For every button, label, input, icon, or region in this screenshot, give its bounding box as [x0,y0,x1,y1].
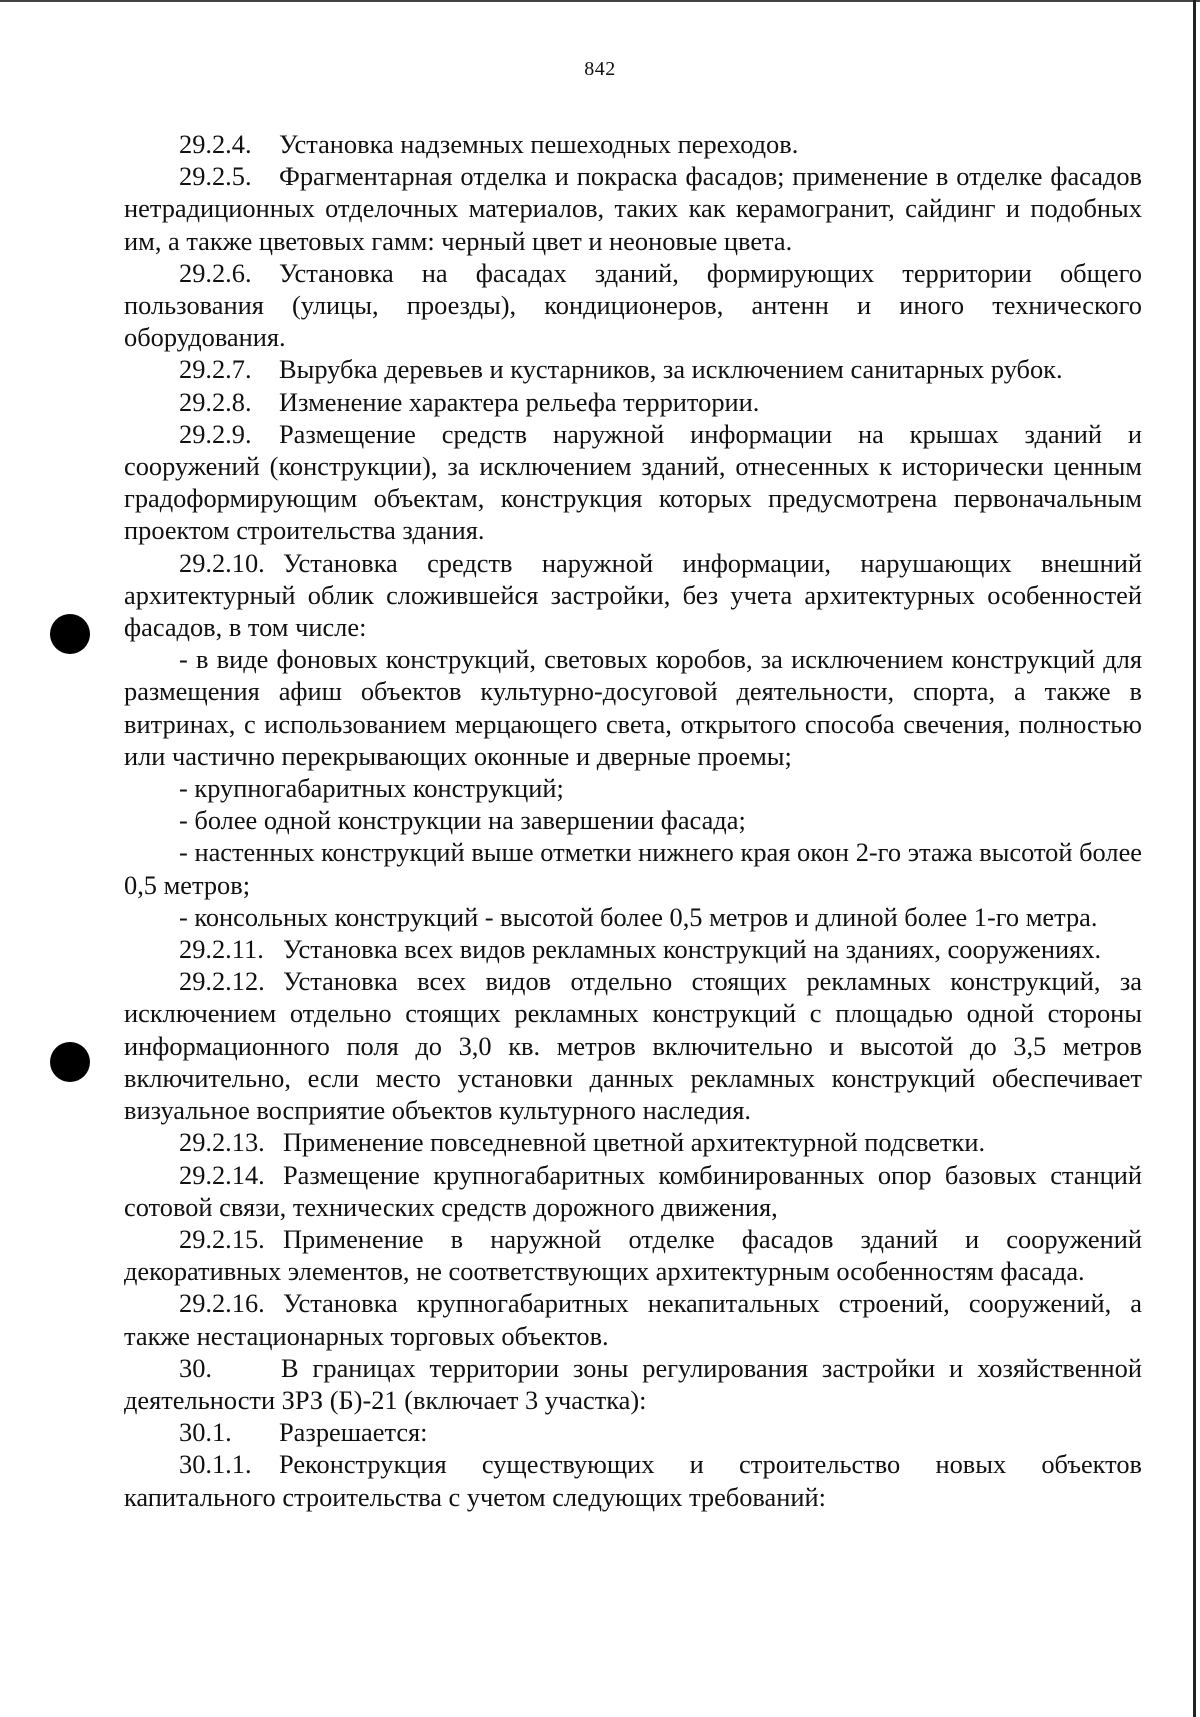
clause-number: 29.2.5. [179,161,252,192]
clause-number: 29.2.4. [179,129,252,159]
clause-paragraph [124,965,1142,1126]
clause-paragraph [124,1448,1142,1512]
clause-number: 29.2.11. [179,934,264,965]
clause-number: 29.2.16. [179,1288,265,1319]
clause-paragraph [124,386,1142,418]
clause-text: Установка крупногабаритных некапитальных строений, сооружений, а также нестационарных торговых объектов. [124,1288,1142,1351]
clause-text: Размещение крупногабаритных комбинированных опор базовых станций сотовой связи, технических средств дорожного движения, [124,1159,1142,1222]
clause-paragraph [124,1223,1142,1287]
clause-paragraph [124,1159,1142,1223]
clause-number: 29.2.6. [179,257,252,288]
clause-paragraph [124,1126,1142,1158]
clause-text: Установка надземных пешеходных переходов. [279,129,799,159]
clause-paragraph [124,418,1142,547]
scan-right-edge [1193,0,1196,1717]
clause-paragraph [124,160,1142,257]
clause-text: В границах территории зоны регулирования застройки и хозяйственной деятельности ЗРЗ (Б)-21 (включает 3 участка): [124,1352,1142,1415]
clause-text: Фрагментарная отделка и покраска фасадов; применение в отделке фасадов нетрадиционных отделочных материалов, таких как керамогранит, сайдинг и подобных им, а также цветовых гамм: черный цвет и неоновые цвета. [124,161,1142,256]
list-item [124,901,1142,933]
clause-text: Вырубка деревьев и кустарников, за исключением санитарных рубок. [279,354,1063,385]
clause-text: - в виде фоновых конструкций, световых коробов, за исключением конструкций для размещения афиш объектов культурно-досуговой деятельности, спорта, а также в витринах, с использованием мерцающего света, открытого способа свечения, полностью или частично перекрывающих оконные и дверные проемы; [124,644,1142,771]
clause-paragraph [124,128,1142,160]
clause-text: - консольных конструкций - высотой более 0,5 метров и длиной более 1-го метра. [179,901,1098,932]
clause-number: 29.2.14. [179,1159,265,1190]
clause-text: Применение в наружной отделке фасадов зданий и сооружений декоративных элементов, не соответствующих архитектурным особенностям фасада. [124,1223,1142,1287]
clause-number: 29.2.10. [179,547,265,578]
clause-number: 29.2.9. [179,418,252,449]
clause-text: Установка средств наружной информации, нарушающих внешний архитектурный облик сложившейся застройки, без учета архитектурных особенностей фасадов, в том числе: [124,547,1142,643]
clause-text: Установка всех видов отдельно стоящих рекламных конструкций, за исключением отдельно стоящих рекламных конструкций с площадью одной стороны информационного поля до 3,0 кв. метров включительно и высотой до 3,5 метров включительно, если место установки данных рекламных конструкций обеспечивает визуальное восприятие объектов культурного наследия. [124,966,1142,1126]
clause-paragraph [124,1416,1142,1448]
scan-top-edge [0,0,1200,2]
clause-text: Установка всех видов рекламных конструкций на зданиях, сооружениях. [283,934,1102,965]
clause-number: 29.2.12. [179,966,265,997]
clause-paragraph [124,257,1142,354]
clause-number: 30.1. [179,1417,232,1448]
page-number: 842 [584,58,616,80]
clause-text: - более одной конструкции на завершении фасада; [179,805,746,836]
clause-text: Установка на фасадах зданий, формирующих территории общего пользования (улицы, проезды), кондиционеров, антенн и иного технического оборудования. [124,257,1142,353]
document-body [124,128,1142,1513]
clause-number: 29.2.13. [179,1127,265,1158]
clause-number: 29.2.8. [179,386,252,417]
clause-paragraph [124,1352,1142,1416]
clause-number: 30.1.1. [179,1449,252,1480]
clause-paragraph [124,933,1142,965]
clause-number: 30. [179,1352,212,1383]
list-item [124,836,1142,900]
clause-paragraph [124,547,1142,644]
clause-text: Разрешается: [279,1417,428,1448]
clause-number: 29.2.7. [179,354,252,385]
clause-text: - настенных конструкций выше отметки нижнего края окон 2-го этажа высотой более 0,5 метров; [124,837,1142,900]
clause-text: Реконструкция существующих и строительство новых объектов капитального строительства с учетом следующих требований: [124,1449,1142,1512]
clause-paragraph [124,1287,1142,1351]
clause-number: 29.2.15. [179,1223,265,1254]
clause-text: Размещение средств наружной информации на крышах зданий и сооружений (конструкции), за исключением зданий, отнесенных к исторически ценным градоформирующим объектам, конструкция которых предусмотрена первоначальным проектом строительства здания. [124,418,1142,546]
clause-text: Изменение характера рельефа территории. [279,386,760,417]
list-item [124,643,1142,772]
list-item [124,772,1142,804]
clause-text: Применение повседневной цветной архитектурной подсветки. [283,1127,986,1158]
binder-hole-mark [50,614,90,654]
clause-paragraph [124,353,1142,385]
list-item [124,804,1142,836]
clause-text: - крупногабаритных конструкций; [179,773,564,804]
binder-hole-mark [50,1042,90,1082]
